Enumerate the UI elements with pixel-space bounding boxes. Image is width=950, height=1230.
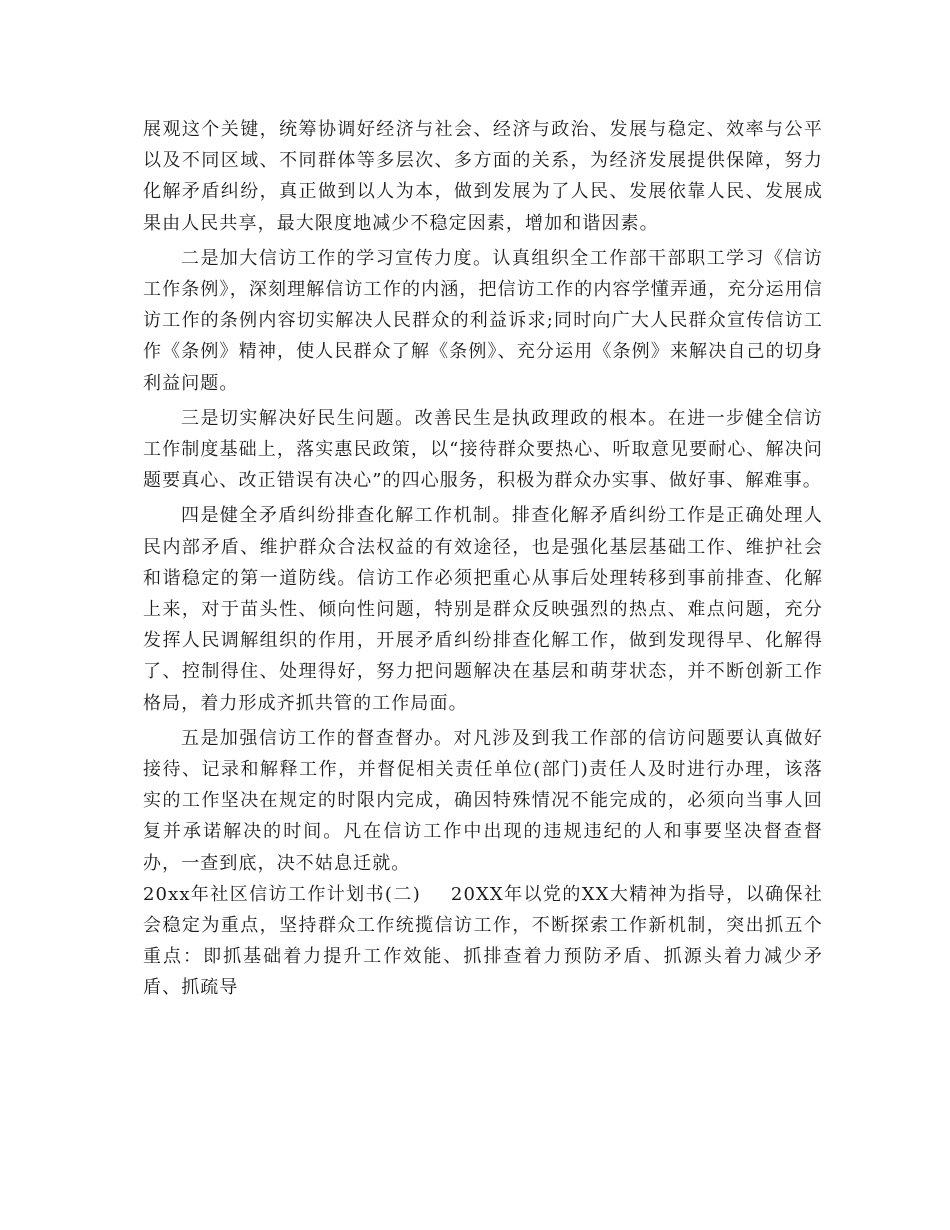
paragraph-item-two: 二是加大信访工作的学习宣传力度。认真组织全工作部干部职工学习《信访工作条例》，深刻理解信访工作的内涵，把信访工作的内容学懂弄通，充分运用信访工作的条例内容切实解决人民群众的利益诉求;同时向广大人民群众宣传信访工作《条例》精神，使人民群众了解《条例》、充分运用《条例》来解决自己的切身利益问题。 [143,247,823,394]
document-body [143,114,823,1004]
paragraph-item-five: 五是加强信访工作的督查督办。对凡涉及到我工作部的信访问题要认真做好接待、记录和解释工作，并督促相关责任单位(部门)责任人及时进行办理，该落实的工作坚决在规定的时限内完成，确因特殊情况不能完成的，必须向当事人回复并承诺解决的时间。凡在信访工作中出现的违规违纪的人和事要坚决督查督办，一查到底，决不姑息迁就。 [143,727,823,874]
paragraph-item-three: 三是切实解决好民生问题。改善民生是执政理政的根本。在进一步健全信访工作制度基础上，落实惠民政策，以“接待群众要热心、听取意见要耐心、解决问题要真心、改正错误有决心”的四心服务，积极为群众办实事、做好事、解难事。 [143,407,823,492]
section-paragraph [143,879,823,1004]
paragraph-continuation: 展观这个关键，统筹协调好经济与社会、经济与政治、发展与稳定、效率与公平以及不同区域、不同群体等多层次、多方面的关系，为经济发展提供保障，努力化解矛盾纠纷，真正做到以人为本，做到发展为了人民、发展依靠人民、发展成果由人民共享，最大限度地减少不稳定因素，增加和谐因素。 [143,119,823,234]
section-title: 20xx年社区信访工作计划书(二) [143,883,421,905]
section-intro: 20XX年以党的XX大精神为指导，以确保社会稳定为重点，坚持群众工作统揽信访工作，不断探索工作新机制，突出抓五个重点：即抓基础着力提升工作效能、抓排查着力预防矛盾、抓源头着力减少矛盾、抓疏导 [143,883,823,999]
paragraph-item-four: 四是健全矛盾纠纷排查化解工作机制。排查化解矛盾纠纷工作是正确处理人民内部矛盾、维护群众合法权益的有效途径，也是强化基层基础工作、维护社会和谐稳定的第一道防线。信访工作必须把重心从事后处理转移到事前排查、化解上来，对于苗头性、倾向性问题，特别是群众反映强烈的热点、难点问题，充分发挥人民调解组织的作用，开展矛盾纠纷排查化解工作，做到发现得早、化解得了、控制得住、处理得好，努力把问题解决在基层和萌芽状态，并不断创新工作格局，着力形成齐抓共管的工作局面。 [143,505,823,714]
